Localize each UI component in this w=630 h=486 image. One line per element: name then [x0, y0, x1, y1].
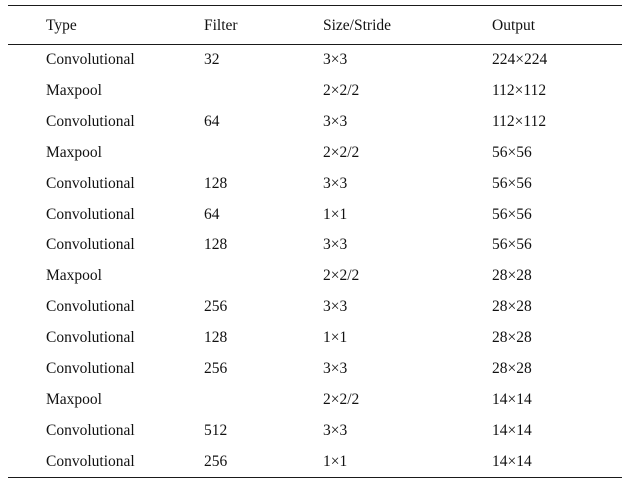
cell-filter: 512	[204, 421, 228, 439]
cell-type: Maxpool	[46, 267, 102, 285]
table-bottom-rule	[8, 477, 622, 478]
cell-type: Convolutional	[46, 174, 135, 192]
cell-type: Convolutional	[46, 51, 135, 68]
table-row	[0, 199, 630, 230]
cell-output: 112×112	[492, 81, 547, 99]
cell-output: 14×14	[492, 421, 532, 439]
cell-type: Convolutional	[46, 205, 135, 223]
cell-type: Maxpool	[46, 143, 102, 161]
header-type: Type	[46, 17, 77, 34]
table-row	[0, 415, 630, 446]
table-row	[0, 137, 630, 168]
table-row	[0, 260, 630, 291]
cell-type: Maxpool	[46, 390, 102, 408]
cell-size-stride: 3×3	[323, 298, 348, 316]
cell-filter: 128	[204, 236, 228, 254]
header-output: Output	[492, 17, 536, 34]
table-row	[0, 229, 630, 260]
cell-size-stride: 3×3	[323, 51, 348, 68]
cell-size-stride: 3×3	[323, 360, 348, 377]
cell-output: 56×56	[492, 174, 532, 192]
cell-size-stride: 1×1	[323, 205, 348, 223]
cell-output: 56×56	[492, 143, 532, 161]
cell-type: Maxpool	[46, 81, 102, 99]
cell-size-stride: 2×2/2	[323, 267, 360, 285]
header-size-stride: Size/Stride	[323, 17, 392, 34]
table-row	[0, 291, 630, 322]
table-row	[0, 44, 630, 75]
table-row	[0, 106, 630, 137]
cell-output: 28×28	[492, 267, 532, 285]
cell-size-stride: 2×2/2	[323, 143, 360, 161]
cell-output: 224×224	[492, 51, 548, 68]
cell-size-stride: 2×2/2	[323, 81, 360, 99]
cell-filter: 256	[204, 452, 228, 470]
cell-size-stride: 1×1	[323, 452, 348, 470]
cell-output: 56×56	[492, 205, 532, 223]
cell-size-stride: 3×3	[323, 421, 348, 439]
cell-size-stride: 1×1	[323, 329, 348, 347]
cell-output: 14×14	[492, 390, 532, 408]
cell-size-stride: 3×3	[323, 112, 348, 130]
header-filter: Filter	[204, 17, 238, 34]
table-header-row	[0, 10, 630, 41]
cell-type: Convolutional	[46, 329, 135, 347]
cell-filter: 256	[204, 360, 228, 377]
cell-filter: 256	[204, 298, 228, 316]
cell-output: 28×28	[492, 329, 532, 347]
cell-type: Convolutional	[46, 112, 135, 130]
cell-output: 14×14	[492, 452, 532, 470]
cell-type: Convolutional	[46, 298, 135, 316]
cell-type: Convolutional	[46, 421, 135, 439]
cell-type: Convolutional	[46, 452, 135, 470]
table-top-rule	[8, 5, 622, 6]
cell-size-stride: 3×3	[323, 174, 348, 192]
cell-filter: 128	[204, 174, 228, 192]
cell-filter: 64	[204, 112, 220, 130]
cell-output: 28×28	[492, 360, 532, 377]
cell-filter: 64	[204, 205, 220, 223]
cell-output: 28×28	[492, 298, 532, 316]
cell-filter: 128	[204, 329, 228, 347]
cell-size-stride: 2×2/2	[323, 390, 360, 408]
table-row	[0, 353, 630, 384]
cell-output: 112×112	[492, 112, 547, 130]
table-row	[0, 384, 630, 415]
cell-size-stride: 3×3	[323, 236, 348, 254]
table-row	[0, 322, 630, 353]
table-row	[0, 168, 630, 199]
table-row	[0, 446, 630, 477]
cell-type: Convolutional	[46, 236, 135, 254]
table-row	[0, 75, 630, 106]
cell-filter: 32	[204, 51, 220, 68]
cell-type: Convolutional	[46, 360, 135, 377]
cell-output: 56×56	[492, 236, 532, 254]
